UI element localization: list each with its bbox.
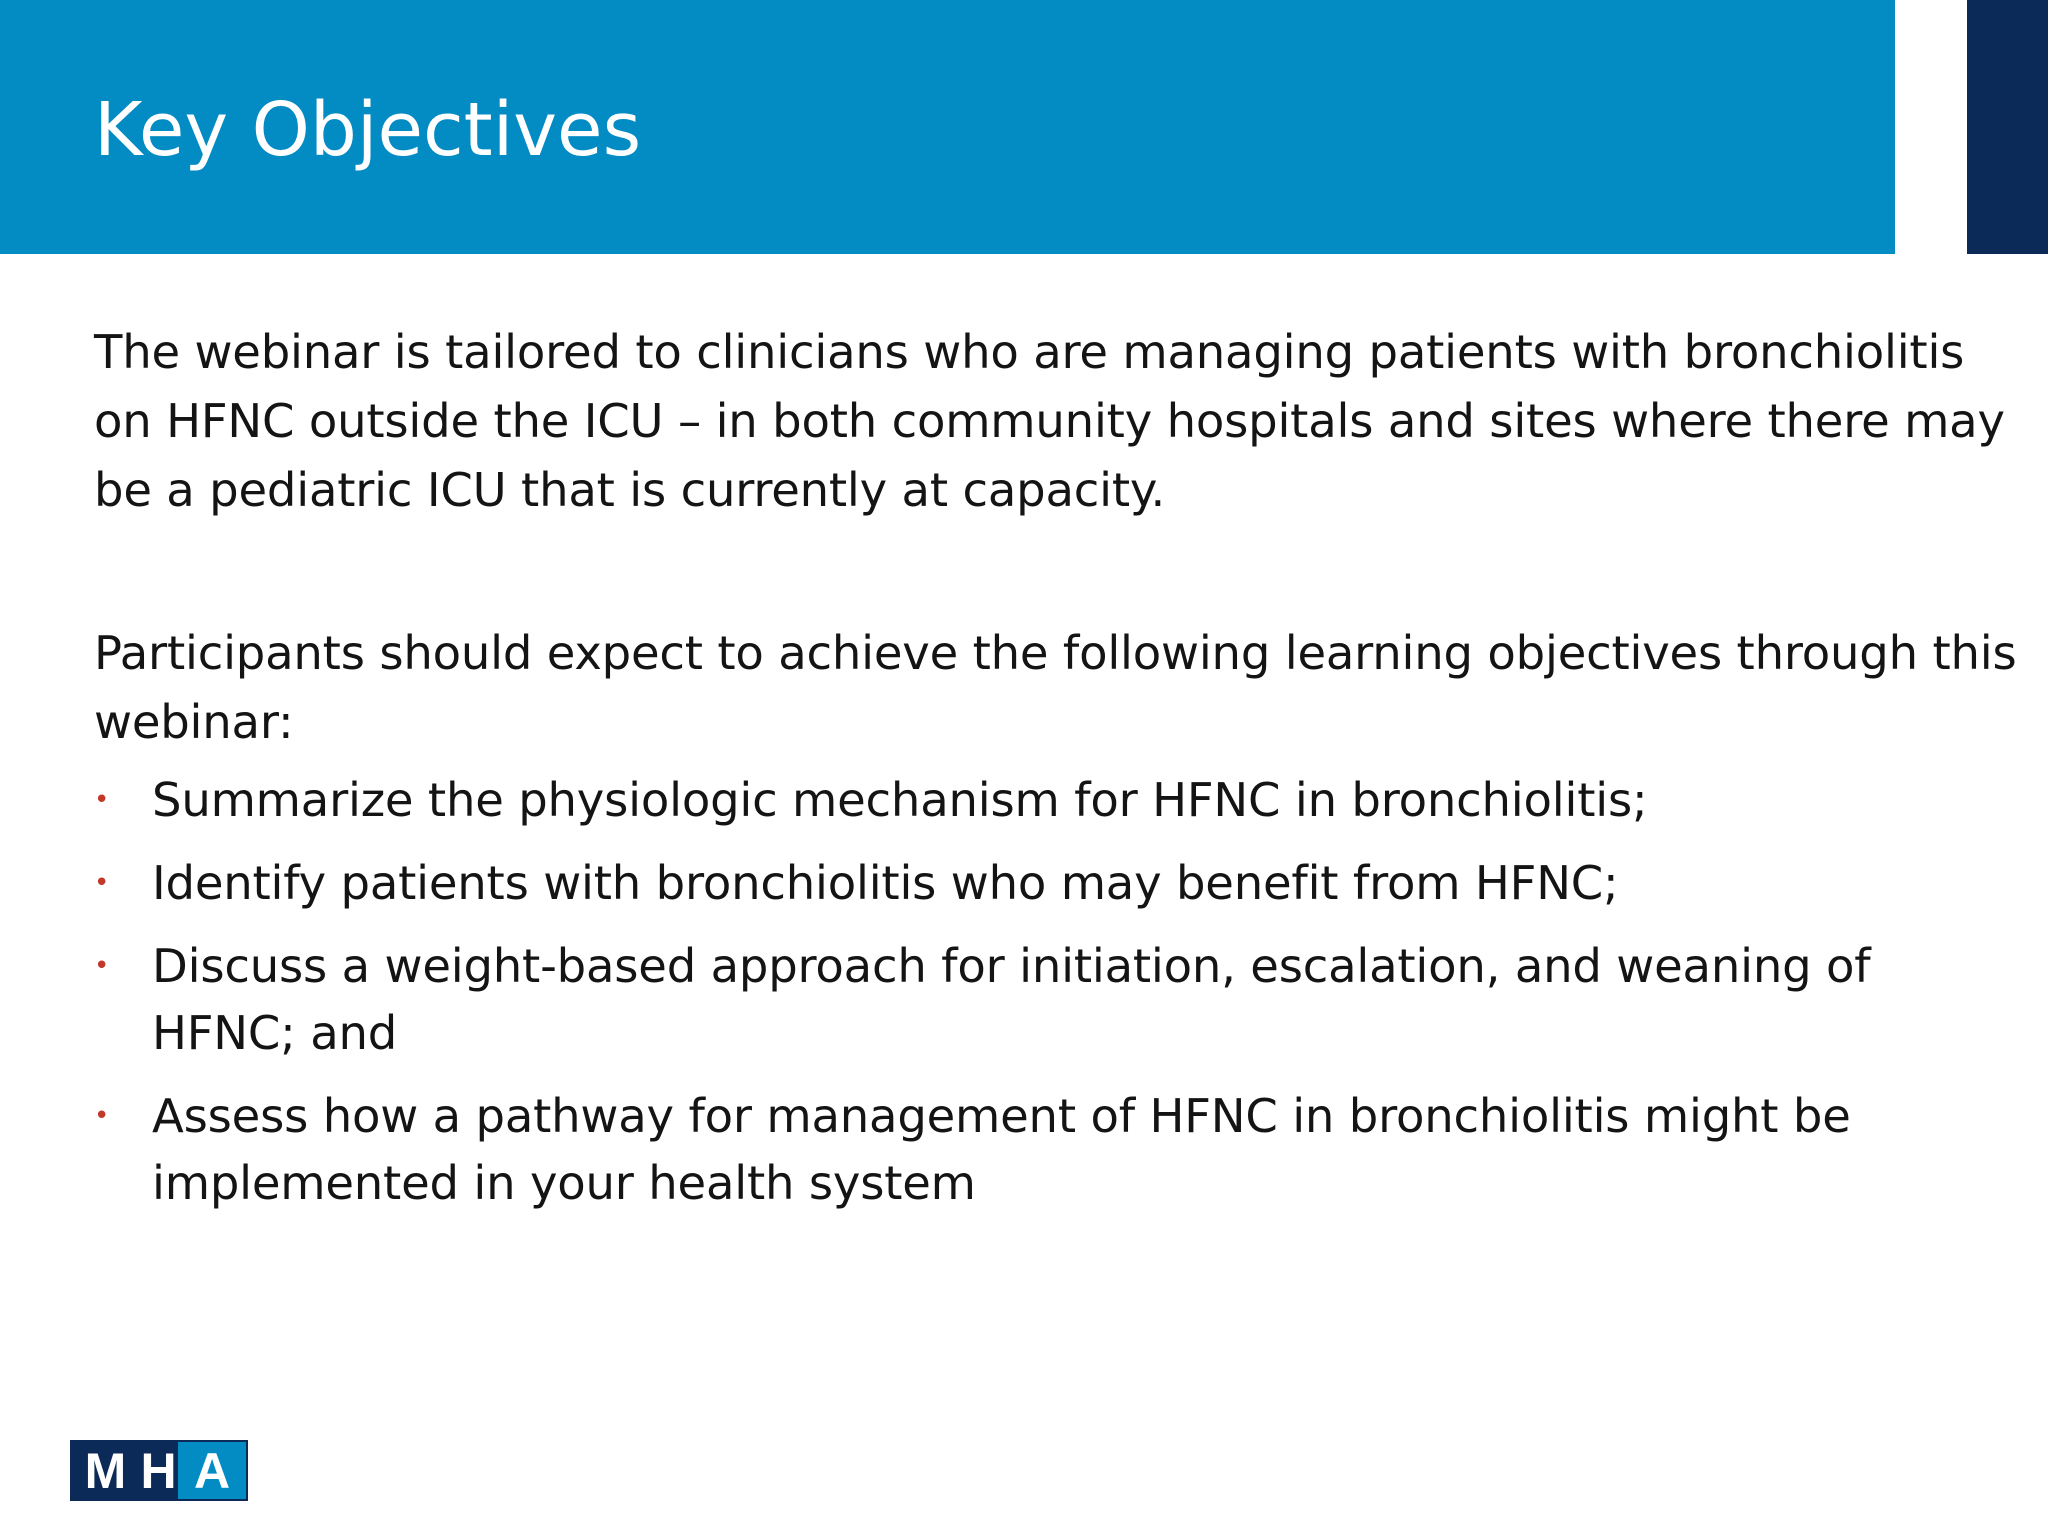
slide-title: Key Objectives xyxy=(94,87,642,173)
objectives-list xyxy=(94,767,1994,1233)
objective-text: Discuss a weight-based approach for initiation, escalation, and weaning of HFNC; and xyxy=(152,939,1871,1060)
mha-logo xyxy=(70,1440,248,1501)
objective-item xyxy=(94,1083,1994,1217)
logo-letter-m: M xyxy=(72,1442,139,1499)
logo-letter-a: A xyxy=(178,1442,246,1499)
objective-item xyxy=(94,767,1994,834)
bullet-icon: • xyxy=(94,868,110,898)
objectives-lead-paragraph: Participants should expect to achieve the following learning objectives through this webinar: xyxy=(94,626,2017,749)
objective-item xyxy=(94,933,1994,1067)
objective-text: Assess how a pathway for management of HFNC in bronchiolitis might be implemented in your health system xyxy=(152,1089,1851,1210)
objective-text: Summarize the physiologic mechanism for HFNC in bronchiolitis; xyxy=(152,773,1648,827)
logo-letter-h: H xyxy=(140,1442,177,1499)
bullet-icon: • xyxy=(94,1101,110,1131)
objective-item xyxy=(94,850,1994,917)
bullet-icon: • xyxy=(94,951,110,981)
accent-bar xyxy=(1967,0,2048,254)
objective-text: Identify patients with bronchiolitis who may benefit from HFNC; xyxy=(152,856,1619,910)
intro-paragraph: The webinar is tailored to clinicians who are managing patients with bronchiolitis on HFNC outside the ICU – in both community hospitals and sites where there may be a pediatric ICU that is currently at capacity. xyxy=(94,325,2005,517)
bullet-icon: • xyxy=(94,785,110,815)
